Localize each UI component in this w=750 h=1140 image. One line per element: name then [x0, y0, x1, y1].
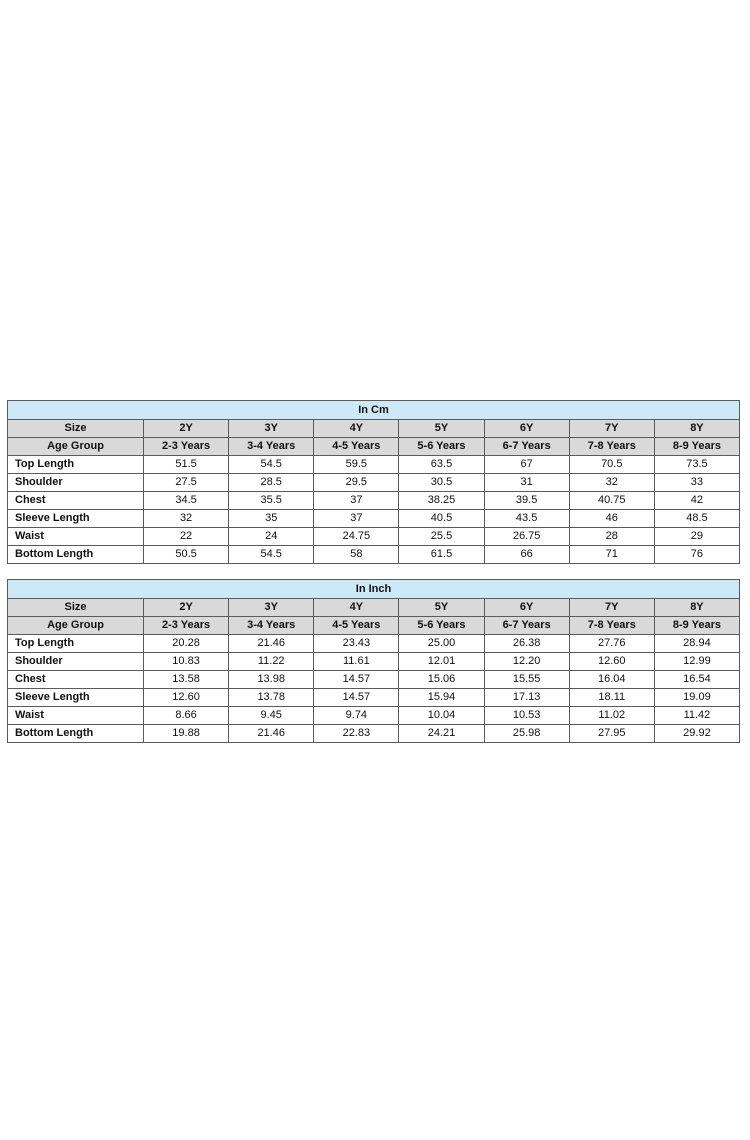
- size-chart-cm-table: [7, 400, 740, 564]
- measurement-value: 10.83: [144, 653, 229, 671]
- size-column-header: 3Y: [229, 599, 314, 617]
- measurement-value: 19.88: [144, 725, 229, 743]
- measurement-label: Waist: [8, 528, 144, 546]
- measurement-value: 29: [654, 528, 739, 546]
- measurement-value: 14.57: [314, 671, 399, 689]
- measurement-value: 12.20: [484, 653, 569, 671]
- measurement-value: 30.5: [399, 474, 484, 492]
- measurement-label: Shoulder: [8, 653, 144, 671]
- age-group-cell: 5-6 Years: [399, 438, 484, 456]
- table-row: [8, 689, 740, 707]
- measurement-label: Top Length: [8, 635, 144, 653]
- measurement-value: 11.61: [314, 653, 399, 671]
- measurement-value: 32: [569, 474, 654, 492]
- measurement-value: 17.13: [484, 689, 569, 707]
- measurement-value: 35: [229, 510, 314, 528]
- measurement-value: 26.38: [484, 635, 569, 653]
- measurement-value: 19.09: [654, 689, 739, 707]
- measurement-value: 27.95: [569, 725, 654, 743]
- size-column-header: 7Y: [569, 599, 654, 617]
- age-group-cell: 2-3 Years: [144, 438, 229, 456]
- measurement-label: Shoulder: [8, 474, 144, 492]
- measurement-value: 54.5: [229, 546, 314, 564]
- measurement-value: 58: [314, 546, 399, 564]
- table-title-row: [8, 580, 740, 599]
- measurement-value: 20.28: [144, 635, 229, 653]
- table-row: [8, 456, 740, 474]
- measurement-value: 63.5: [399, 456, 484, 474]
- measurement-value: 23.43: [314, 635, 399, 653]
- table-row: [8, 707, 740, 725]
- size-column-header: 6Y: [484, 599, 569, 617]
- measurement-value: 32: [144, 510, 229, 528]
- measurement-value: 15.06: [399, 671, 484, 689]
- size-chart-inch-table: [7, 579, 740, 743]
- measurement-value: 39.5: [484, 492, 569, 510]
- measurement-value: 18.11: [569, 689, 654, 707]
- measurement-value: 40.5: [399, 510, 484, 528]
- measurement-value: 24.21: [399, 725, 484, 743]
- age-group-cell: 4-5 Years: [314, 438, 399, 456]
- measurement-value: 9.74: [314, 707, 399, 725]
- measurement-value: 42: [654, 492, 739, 510]
- measurement-value: 11.42: [654, 707, 739, 725]
- age-group-cell: 3-4 Years: [229, 617, 314, 635]
- measurement-value: 51.5: [144, 456, 229, 474]
- age-group-cell: 6-7 Years: [484, 617, 569, 635]
- measurement-value: 61.5: [399, 546, 484, 564]
- size-column-header: 4Y: [314, 599, 399, 617]
- measurement-value: 16.54: [654, 671, 739, 689]
- measurement-value: 15.55: [484, 671, 569, 689]
- table-row: [8, 492, 740, 510]
- measurement-value: 31: [484, 474, 569, 492]
- size-header-label: Size: [8, 420, 144, 438]
- measurement-value: 28.5: [229, 474, 314, 492]
- age-group-cell: 8-9 Years: [654, 617, 739, 635]
- table-row: [8, 510, 740, 528]
- measurement-value: 15.94: [399, 689, 484, 707]
- size-column-header: 5Y: [399, 599, 484, 617]
- measurement-value: 29.5: [314, 474, 399, 492]
- table-row: [8, 546, 740, 564]
- measurement-value: 27.5: [144, 474, 229, 492]
- measurement-value: 11.02: [569, 707, 654, 725]
- measurement-value: 35.5: [229, 492, 314, 510]
- age-group-cell: 8-9 Years: [654, 438, 739, 456]
- measurement-value: 29.92: [654, 725, 739, 743]
- size-column-header: 3Y: [229, 420, 314, 438]
- measurement-value: 66: [484, 546, 569, 564]
- measurement-label: Sleeve Length: [8, 689, 144, 707]
- measurement-value: 12.60: [144, 689, 229, 707]
- age-group-cell: 3-4 Years: [229, 438, 314, 456]
- measurement-value: 26.75: [484, 528, 569, 546]
- size-column-header: 8Y: [654, 420, 739, 438]
- measurement-value: 21.46: [229, 725, 314, 743]
- measurement-value: 37: [314, 492, 399, 510]
- measurement-value: 13.58: [144, 671, 229, 689]
- measurement-value: 38.25: [399, 492, 484, 510]
- measurement-value: 28.94: [654, 635, 739, 653]
- measurement-value: 73.5: [654, 456, 739, 474]
- age-group-row: [8, 617, 740, 635]
- measurement-value: 21.46: [229, 635, 314, 653]
- measurement-label: Sleeve Length: [8, 510, 144, 528]
- measurement-value: 40.75: [569, 492, 654, 510]
- table-row: [8, 635, 740, 653]
- measurement-value: 67: [484, 456, 569, 474]
- size-header-row: [8, 420, 740, 438]
- measurement-value: 9.45: [229, 707, 314, 725]
- age-group-label: Age Group: [8, 617, 144, 635]
- table-row: [8, 671, 740, 689]
- measurement-value: 50.5: [144, 546, 229, 564]
- measurement-value: 25.5: [399, 528, 484, 546]
- measurement-label: Waist: [8, 707, 144, 725]
- table-row: [8, 474, 740, 492]
- measurement-value: 43.5: [484, 510, 569, 528]
- size-column-header: 5Y: [399, 420, 484, 438]
- measurement-value: 76: [654, 546, 739, 564]
- measurement-value: 10.53: [484, 707, 569, 725]
- age-group-cell: 6-7 Years: [484, 438, 569, 456]
- age-group-cell: 4-5 Years: [314, 617, 399, 635]
- measurement-label: Top Length: [8, 456, 144, 474]
- table-row: [8, 725, 740, 743]
- measurement-value: 12.01: [399, 653, 484, 671]
- measurement-value: 37: [314, 510, 399, 528]
- measurement-value: 13.78: [229, 689, 314, 707]
- measurement-value: 25.00: [399, 635, 484, 653]
- size-column-header: 7Y: [569, 420, 654, 438]
- measurement-value: 27.76: [569, 635, 654, 653]
- size-header-row: [8, 599, 740, 617]
- measurement-value: 24.75: [314, 528, 399, 546]
- table-row: [8, 653, 740, 671]
- measurement-label: Chest: [8, 492, 144, 510]
- measurement-value: 54.5: [229, 456, 314, 474]
- size-column-header: 6Y: [484, 420, 569, 438]
- measurement-value: 8.66: [144, 707, 229, 725]
- measurement-value: 48.5: [654, 510, 739, 528]
- age-group-label: Age Group: [8, 438, 144, 456]
- measurement-value: 71: [569, 546, 654, 564]
- measurement-value: 70.5: [569, 456, 654, 474]
- size-column-header: 2Y: [144, 599, 229, 617]
- measurement-value: 28: [569, 528, 654, 546]
- measurement-value: 16.04: [569, 671, 654, 689]
- measurement-value: 22: [144, 528, 229, 546]
- measurement-label: Chest: [8, 671, 144, 689]
- measurement-label: Bottom Length: [8, 546, 144, 564]
- measurement-value: 59.5: [314, 456, 399, 474]
- age-group-cell: 7-8 Years: [569, 617, 654, 635]
- measurement-value: 14.57: [314, 689, 399, 707]
- table-title: In Inch: [8, 580, 740, 599]
- age-group-cell: 7-8 Years: [569, 438, 654, 456]
- size-column-header: 4Y: [314, 420, 399, 438]
- measurement-label: Bottom Length: [8, 725, 144, 743]
- measurement-value: 12.99: [654, 653, 739, 671]
- table-row: [8, 528, 740, 546]
- size-column-header: 8Y: [654, 599, 739, 617]
- table-title: In Cm: [8, 401, 740, 420]
- measurement-value: 24: [229, 528, 314, 546]
- measurement-value: 33: [654, 474, 739, 492]
- age-group-cell: 2-3 Years: [144, 617, 229, 635]
- size-header-label: Size: [8, 599, 144, 617]
- measurement-value: 10.04: [399, 707, 484, 725]
- age-group-row: [8, 438, 740, 456]
- measurement-value: 46: [569, 510, 654, 528]
- measurement-value: 22.83: [314, 725, 399, 743]
- measurement-value: 11.22: [229, 653, 314, 671]
- table-title-row: [8, 401, 740, 420]
- measurement-value: 13.98: [229, 671, 314, 689]
- measurement-value: 12.60: [569, 653, 654, 671]
- age-group-cell: 5-6 Years: [399, 617, 484, 635]
- measurement-value: 34.5: [144, 492, 229, 510]
- size-column-header: 2Y: [144, 420, 229, 438]
- measurement-value: 25.98: [484, 725, 569, 743]
